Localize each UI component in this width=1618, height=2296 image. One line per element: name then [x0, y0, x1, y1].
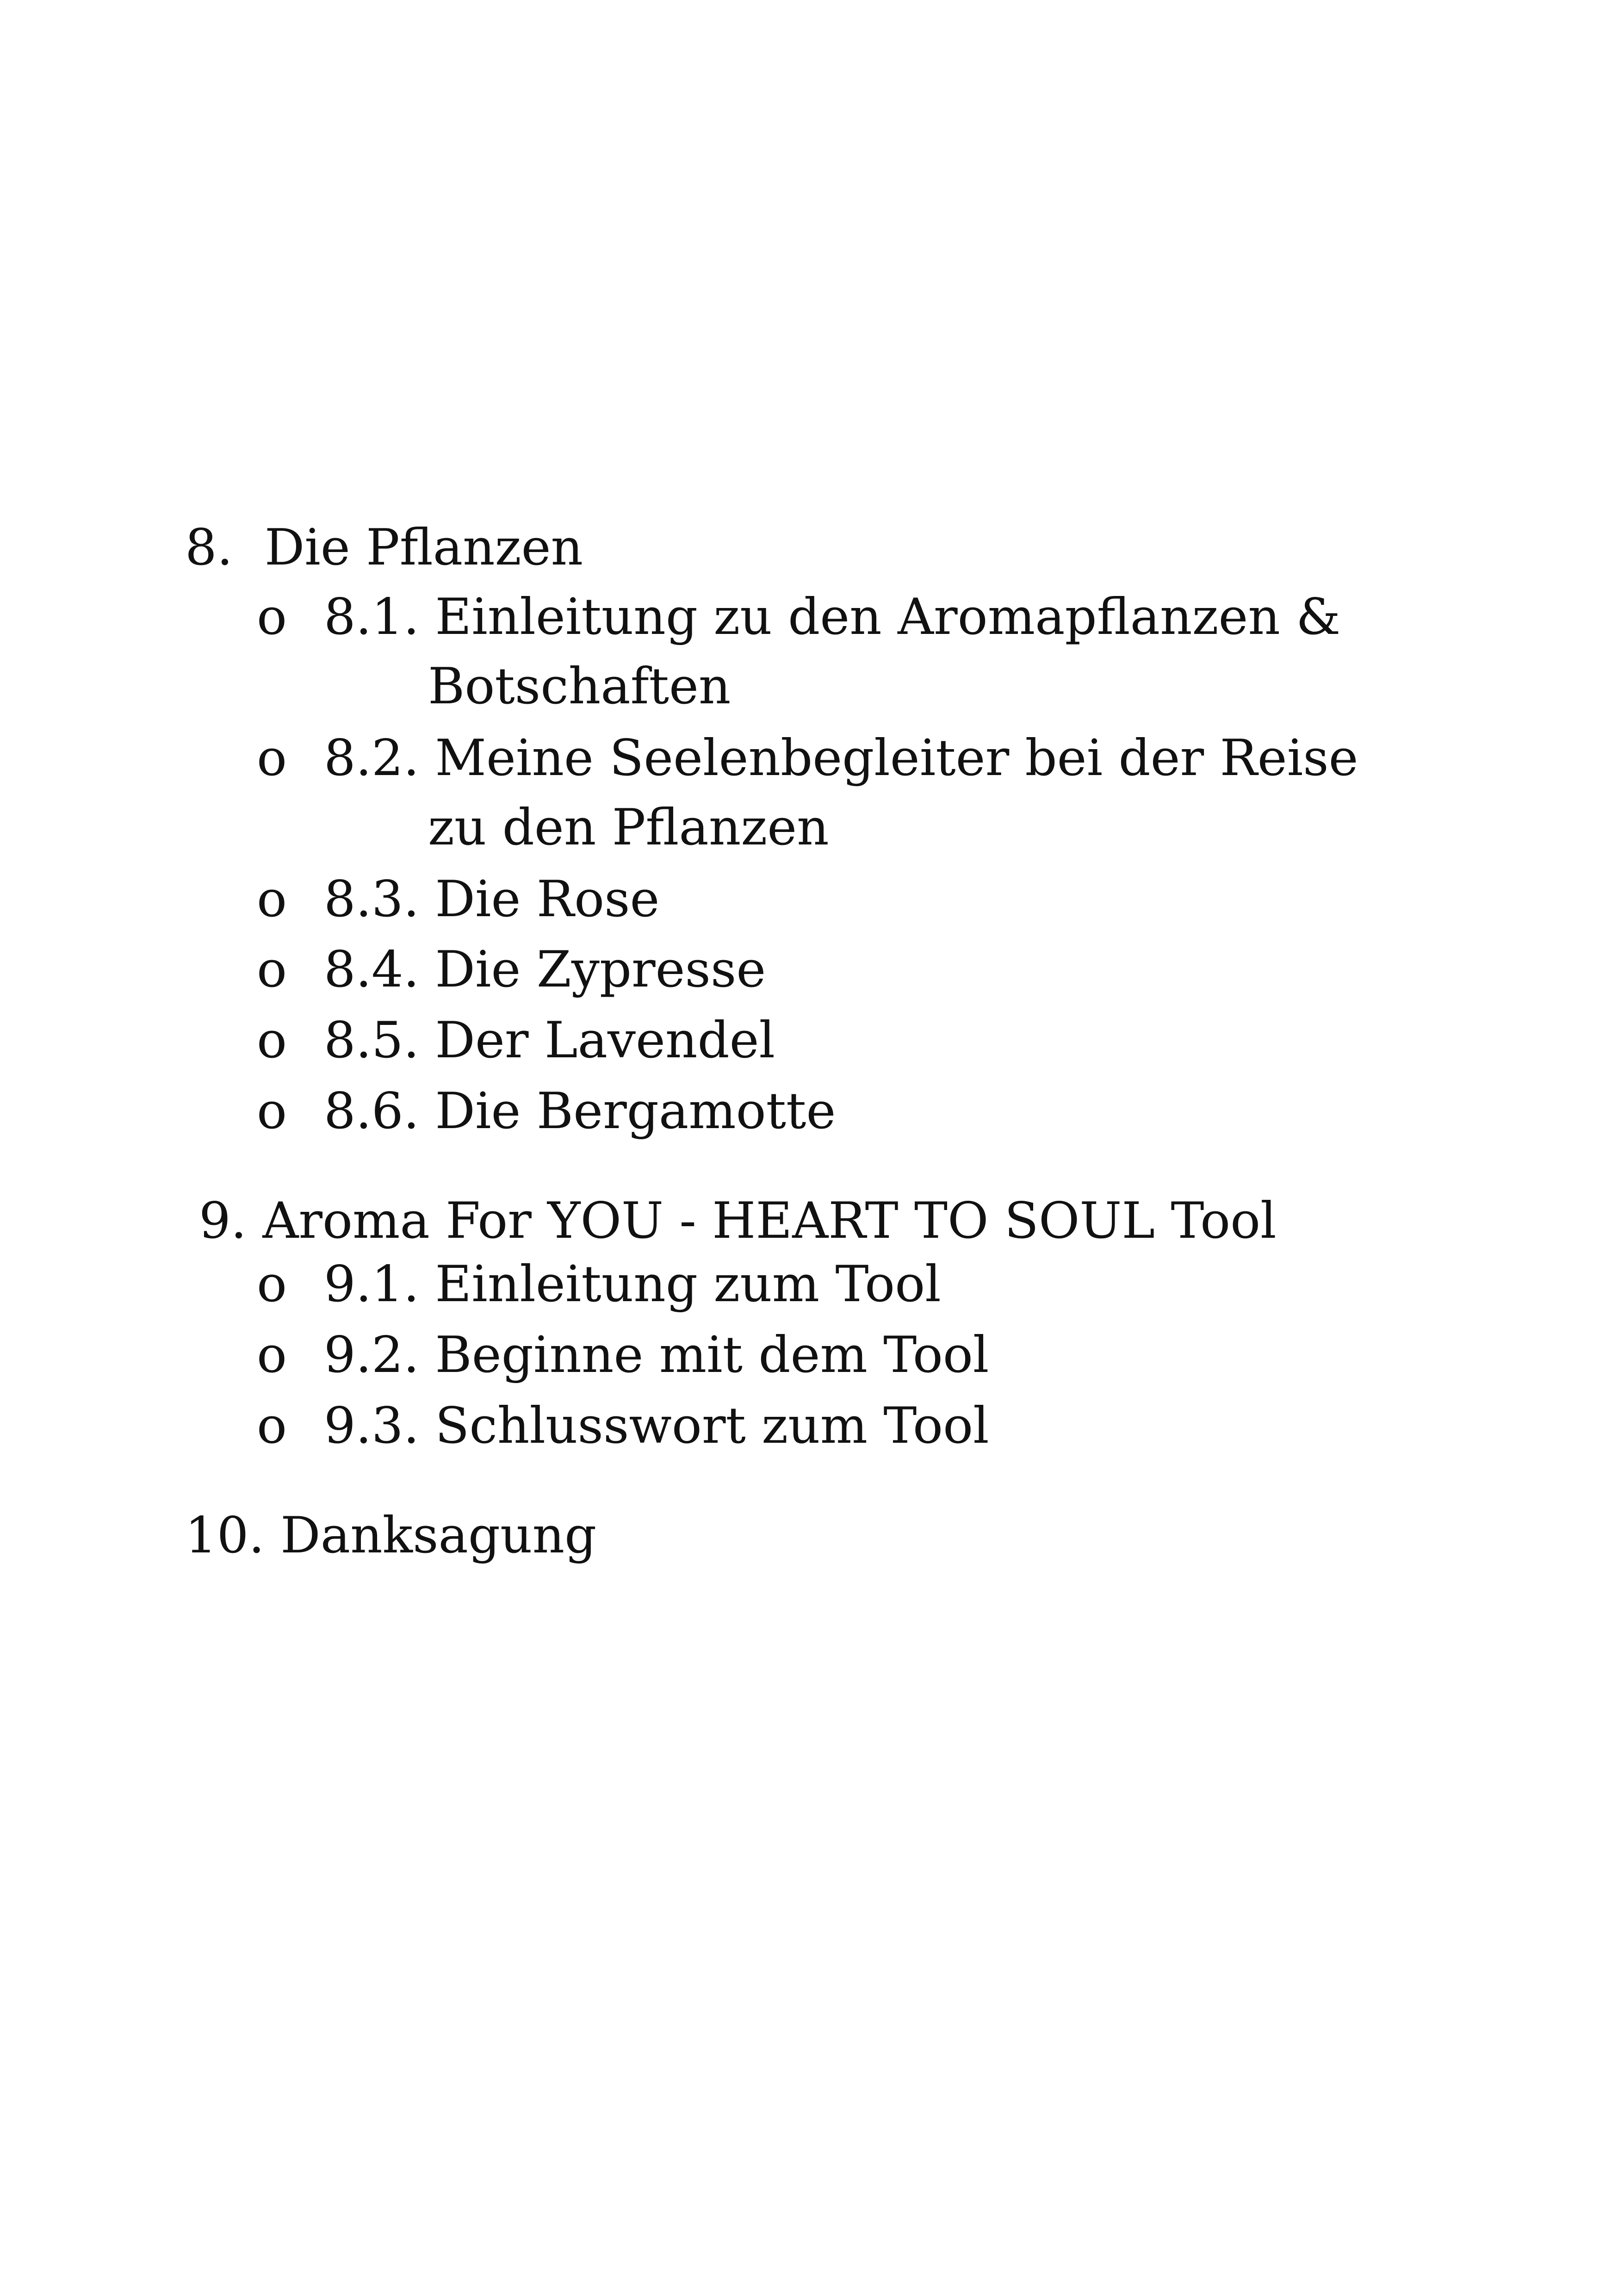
bullet-icon: o — [257, 941, 287, 999]
toc-item-8-3: 8.3. Die Rose — [324, 870, 660, 928]
toc-item-8-6: 8.6. Die Bergamotte — [324, 1082, 836, 1140]
toc-item-9-1: 9.1. Einleitung zum Tool — [324, 1255, 941, 1313]
toc-item-8-1: 8.1. Einleitung zu den Aromapflanzen & — [324, 588, 1341, 646]
bullet-icon: o — [257, 870, 287, 928]
toc-section-10 — [185, 1507, 597, 1564]
section-number: 9. — [199, 1192, 247, 1250]
section-title: Danksagung — [280, 1507, 597, 1564]
bullet-icon: o — [257, 1011, 287, 1069]
section-title: Aroma For YOU - HEART TO SOUL Tool — [262, 1192, 1277, 1250]
bullet-icon: o — [257, 1255, 287, 1313]
bullet-icon: o — [257, 588, 287, 646]
toc-item-8-4: 8.4. Die Zypresse — [324, 941, 766, 999]
toc-item-8-2-continuation: zu den Pflanzen — [428, 799, 829, 856]
bullet-icon: o — [257, 1397, 287, 1455]
section-number: 8. — [185, 519, 233, 577]
toc-item-8-5: 8.5. Der Lavendel — [324, 1011, 775, 1069]
toc-item-8-2: 8.2. Meine Seelenbegleiter bei der Reise — [324, 729, 1358, 787]
toc-section-9 — [199, 1192, 1277, 1250]
toc-section-8 — [185, 519, 583, 577]
toc-item-9-3: 9.3. Schlusswort zum Tool — [324, 1397, 989, 1455]
bullet-icon: o — [257, 1082, 287, 1140]
bullet-icon: o — [257, 1326, 287, 1384]
bullet-icon: o — [257, 729, 287, 787]
toc-item-9-2: 9.2. Beginne mit dem Tool — [324, 1326, 989, 1384]
toc-item-8-1-continuation: Botschaften — [428, 658, 731, 715]
section-title: Die Pflanzen — [264, 519, 583, 577]
section-number: 10. — [185, 1507, 265, 1564]
